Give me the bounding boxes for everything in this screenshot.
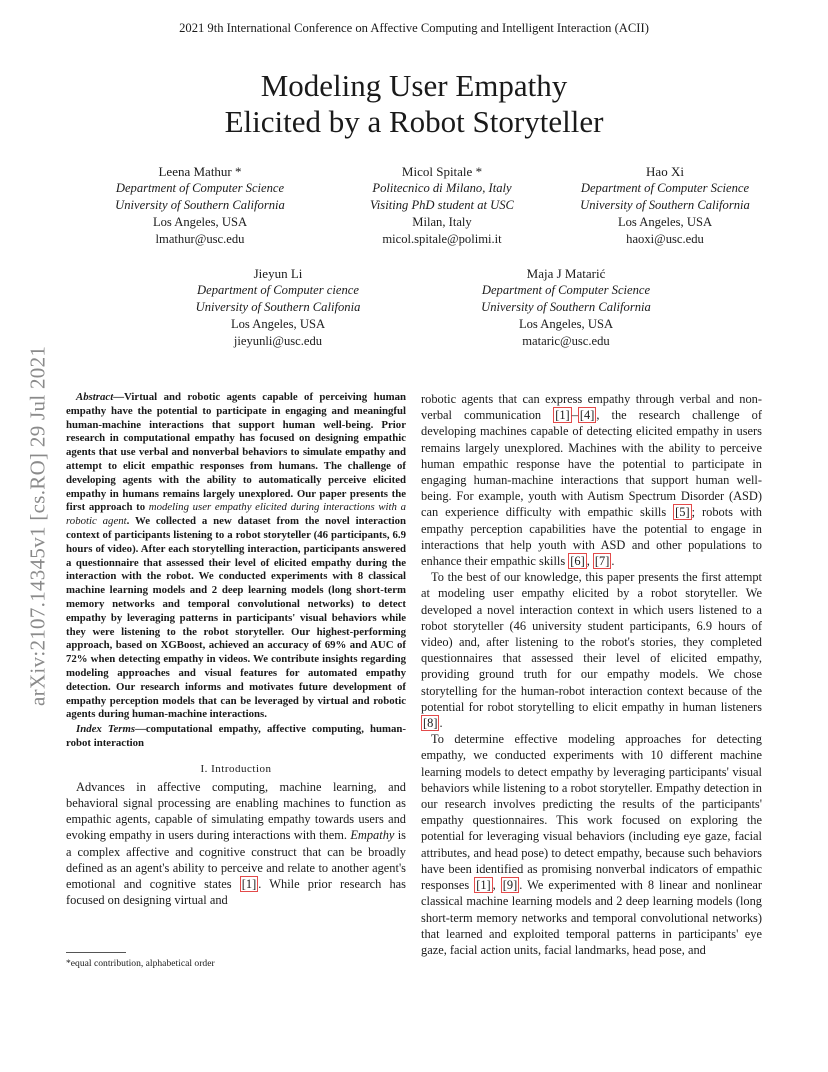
citation-link[interactable]: [4] [579,408,595,423]
author-name: Micol Spitale * [401,164,483,179]
author-block-1 [95,163,305,248]
abstract-text-1: —Virtual and robotic agents capable of perceiving human empathy have the potential to participate in engaging and meaningful human-machine interactions that support human well-being. Prior research in computational empathy has focused on designing empathic agents that use verbal and nonverbal behaviors to simulate empathy and attempt to elicit empathic responses from humans. The challenge of developing agents with the ability to automatically perceive elicited empathy in humans remains largely unexplored. Our paper presents the first approach to [66,391,406,514]
abstract-emphasis: modeling user empathy elicited during interactions with a robotic agent [66,501,406,528]
author-location: Los Angeles, USA [518,317,614,331]
intro-text: . While prior research has focused on designing virtual and [66,876,406,908]
author-block-4 [173,265,383,350]
section-heading: I. Introduction [200,762,272,775]
body-text: , [492,878,501,893]
author-block-2 [337,163,547,248]
intro-text: is a complex affective and cognitive construct that can be broadly defined as an agent's ability to perceive and relate to another agent's emotional and cognitive states [66,828,406,891]
body-text: . We experimented with 8 linear and nonlinear classical machine learning models and 2 deep learning models (long short-term memory networks and temporal convolutional networks) that learned and exploited temporal patterns in participants' eye gaze, facial action units, facial landmarks, head pose, and [421,878,762,957]
author-email[interactable]: micol.spitale@polimi.it [382,232,502,246]
intro-paragraph [66,779,406,909]
body-text: – [571,408,578,423]
body-text: , the research challenge of developing machines capable of detecting elicited empathy in users remains largely unexplored. Machines with the ability to perceive human empathic response have the potential to participate in engaging human-machine interactions that support human well-being. For example, youth with Autism Spectrum Disorder (ASD) can experience difficulty with empathic skills [421,408,763,520]
author-affiliation: Department of Computer Science [580,181,750,195]
intro-text: Advances in affective computing, machine learning, and behavioral signal processing are enabling machines to function as empathic agents, capable of simulating empathy towards users and evoking empathy in users during interactions with them. [66,779,406,843]
author-location: Los Angeles, USA [617,215,713,229]
citation-link[interactable]: [6] [570,554,585,569]
abstract-text-2: . We collected a new dataset from the novel interaction context of participants listening to a robot storyteller (46 participants, 6.9 hours of video). After each storytelling interaction, participants answered a questionnaire that assessed their level of elicited empathy during the interaction with the robot. We conducted experiments with 8 classical machine learning models and 2 deep learning models (long short-term memory networks and temporal convolutional networks) to detect empathy by leveraging patterns in participants' visual behaviors while they were listening to the robot storyteller. Our highest-performing approach, based on XGBoost, achieved an accuracy of 69% and AUC of 72% when detecting empathy in videos. We contribute insights regarding modeling approaches and visual features for automated empathy detection. Our research informs and motivates future development of empathy perception models that can be leveraged by virtual and robotic agents during human-machine interactions. [66,515,406,721]
author-institution: University of Southern California [115,198,285,212]
author-email[interactable]: jieyunli@usc.edu [233,334,323,348]
body-paragraph [421,391,762,569]
author-location: Los Angeles, USA [230,317,326,331]
author-name: Leena Mathur * [158,164,242,179]
author-affiliation: Department of Computer Science [115,181,285,195]
author-name: Hao Xi [646,164,684,179]
body-text: To determine effective modeling approaches for detecting empathy, we conducted experiments with 10 different machine learning models to detect empathy by leveraging participants' visual behaviors while listening to a robot storyteller. Empathy detection in our research involves predicting the results of the participants' empathy questionnaires. This work focused on exploring the potential for leveraging visual behaviors (including eye gaze, facial attributes, and head pose) to detect empathy, because such behaviors have been identified as promising nonverbal indicators of empathic responses [421,732,762,893]
body-paragraph [421,731,762,958]
body-text: . [439,716,443,731]
footnote-rule [66,952,126,953]
author-email[interactable]: lmathur@usc.edu [155,232,245,246]
author-location: Milan, Italy [412,215,472,229]
intro-emphasis: Empathy [350,828,395,843]
conference-header: 2021 9th International Conference on Affective Computing and Intelligent Interaction (ACII) [179,21,649,35]
author-affiliation: Department of Computer Science [481,283,651,297]
author-email[interactable]: mataric@usc.edu [522,334,610,348]
author-block-3 [560,163,770,248]
citation-link[interactable]: [9] [502,878,518,893]
citation-link[interactable]: [1] [555,408,570,423]
title-line-2: Elicited by a Robot Storyteller [224,104,604,139]
author-institution: Visiting PhD student at USC [370,198,514,212]
footnote: *equal contribution, alphabetical order [66,958,215,969]
paper-title [0,68,828,140]
author-block-5 [461,265,671,350]
body-text: robotic agents that can express empathy through verbal and non-verbal communication [421,392,762,423]
author-institution: University of Southern Califonia [195,300,361,314]
citation-link[interactable]: [1] [476,878,491,893]
citation-link[interactable]: [5] [675,505,690,520]
citation-link[interactable]: [7] [594,554,610,569]
abstract [66,391,406,722]
index-terms [66,723,406,751]
author-email[interactable]: haoxi@usc.edu [626,232,704,246]
arxiv-stamp: arXiv:2107.14345v1 [cs.RO] 29 Jul 2021 [25,345,50,707]
author-affiliation: Department of Computer cience [197,283,359,297]
abstract-label: Abstract [76,391,114,403]
index-terms-label: Index Terms [76,723,136,736]
author-institution: University of Southern California [481,300,651,314]
left-column [66,391,406,908]
author-affiliation: Politecnico di Milano, Italy [372,181,512,195]
author-location: Los Angeles, USA [152,215,248,229]
author-name: Maja J Matarić [526,266,606,281]
citation-link[interactable]: [1] [241,876,257,891]
author-institution: University of Southern California [580,198,750,212]
body-paragraph [421,569,762,731]
index-terms-text: —computational empathy, affective computing, human-robot interaction [66,723,406,749]
body-text: To the best of our knowledge, this paper presents the first attempt at modeling user empathy elicited by a robot storyteller. We developed a novel interaction context in which users listened to a robot storyteller (46 university student participants, 6.9 hours of video) and, after listening to the robot's stories, they completed questionnaires that assessed their level of elicited empathy, providing ground truth for our empathy models. We chose storytelling for the human-robot interaction context because of the potential for robot storytelling to elicit empathy in human listeners [421,570,762,714]
right-column [421,391,762,958]
title-line-1: Modeling User Empathy [260,68,568,103]
body-text: , [586,554,593,569]
citation-link[interactable]: [8] [423,716,438,731]
author-name: Jieyun Li [253,266,303,281]
body-text: . [611,554,615,569]
body-text: ; robots with empathy perception capabilities have the potential to engage in interactions that help youth with ASD and other populations to enhance their empathic skills [421,505,762,569]
